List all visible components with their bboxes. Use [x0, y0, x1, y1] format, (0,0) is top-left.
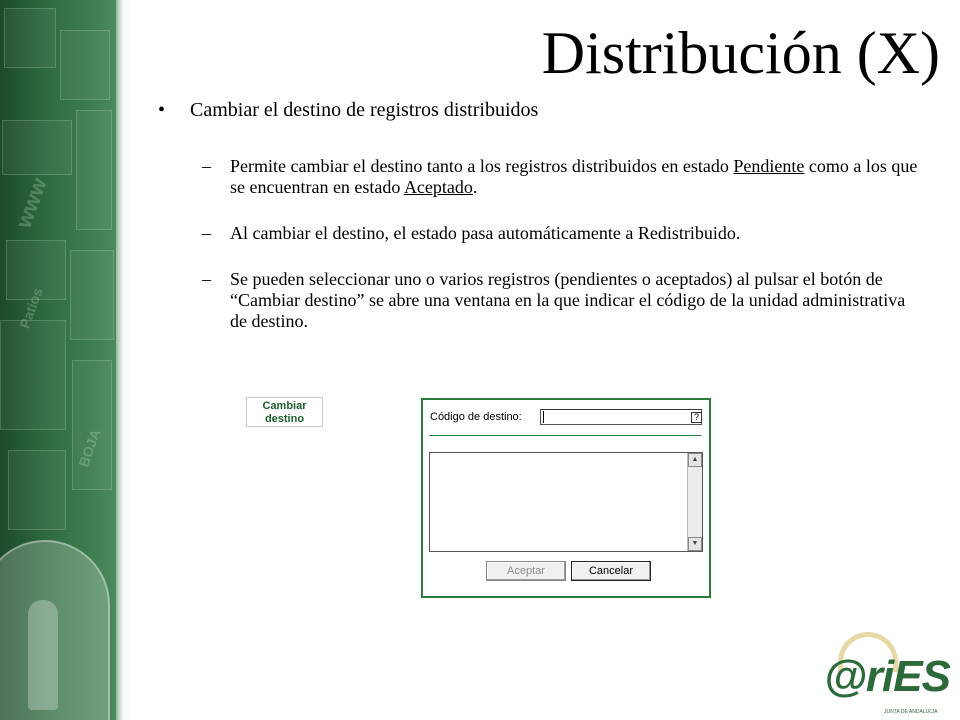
accept-button[interactable]: Aceptar: [486, 561, 566, 581]
change-destination-dialog: [421, 398, 711, 598]
scroll-down-icon[interactable]: ▼: [688, 537, 702, 551]
sub-item-1-text-c: .: [472, 177, 478, 197]
scrollbar[interactable]: [687, 453, 702, 551]
sub-item-1-text-a: Permite cambiar el destino tanto a los registros distribuidos en estado: [230, 156, 734, 176]
scroll-up-icon[interactable]: ▲: [688, 453, 702, 467]
sub-item-text: [230, 156, 924, 198]
divider: [429, 435, 701, 436]
aries-logo: [820, 632, 950, 715]
cambiar-destino-button[interactable]: Cambiar destino: [246, 397, 323, 427]
link-pendiente: Pendiente: [733, 156, 805, 176]
link-aceptado: Aceptado: [403, 177, 473, 197]
bullet-mark: •: [158, 99, 166, 121]
sub-item-1: [202, 156, 938, 198]
sub-item-1-text-b: como a los que se encuentran en estado: [230, 156, 918, 197]
sub-item-text: Al cambiar el destino, el estado pasa automáticamente a Redistribuido.: [230, 223, 741, 243]
help-icon[interactable]: ?: [691, 412, 702, 423]
sub-item-3: [202, 269, 938, 332]
decorative-sidebar: www Patios BOJA: [0, 0, 132, 720]
logo-subtext: JUNTA DE ANDALUCIA: [884, 709, 938, 715]
destination-code-input[interactable]: [540, 409, 702, 425]
text-caret: [543, 411, 544, 423]
sub-item-2: [202, 223, 938, 244]
dash-mark: –: [202, 223, 211, 243]
main-bullet-text: Cambiar el destino de registros distribuidos: [190, 99, 539, 121]
logo-text: @riES: [824, 652, 950, 701]
bullet-list: [158, 98, 938, 332]
dash-mark: –: [202, 269, 211, 289]
code-label: Código de destino:: [430, 411, 522, 423]
dash-mark: –: [202, 156, 211, 176]
sub-item-text: Se pueden seleccionar uno o varios registros (pendientes o aceptados) al pulsar el botón de “Cambiar destino” se abre una ventana en la que indicar el código de la unidad administrativa de destino.: [230, 269, 906, 331]
slide-title: Distribución (X): [541, 20, 940, 86]
destination-list[interactable]: [429, 452, 703, 552]
main-bullet: [158, 98, 938, 122]
cancel-button[interactable]: Cancelar: [571, 561, 651, 581]
